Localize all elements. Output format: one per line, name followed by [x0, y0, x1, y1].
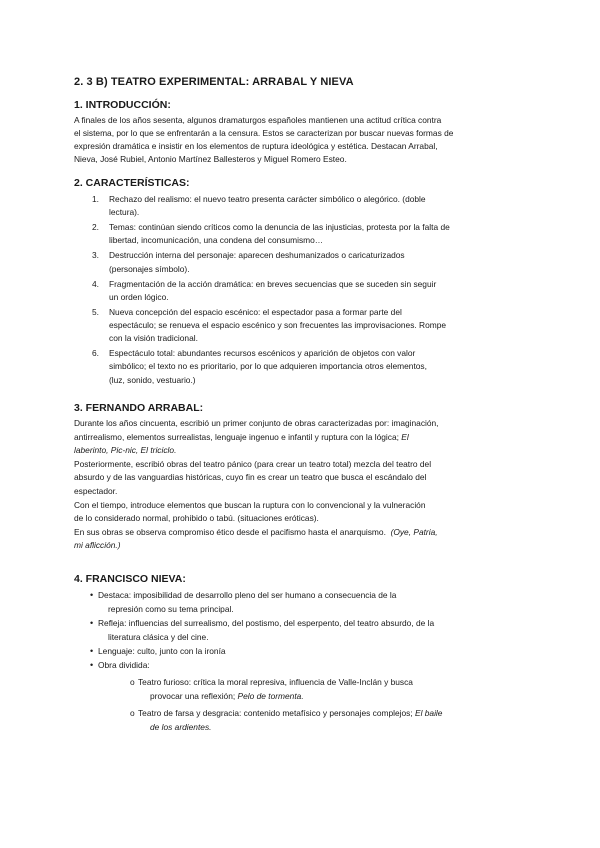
text-line: Durante los años cincuenta, escribió un primer conjunto de obras caracterizadas por: imaginación,	[74, 418, 439, 428]
list-item	[74, 658, 528, 734]
intro-paragraph	[74, 114, 524, 166]
list-item	[74, 616, 528, 644]
text-span: antirrealismo, elementos surrealistas, lenguaje ingenuo e infantil y ruptura con la lógica;	[74, 431, 399, 442]
list-number: 5.	[92, 306, 99, 317]
text-line: un orden lógico.	[109, 291, 169, 302]
bullet-icon: •	[90, 660, 94, 670]
text-line: A finales de los años sesenta, algunos dramaturgos españoles mantienen una actitud crítica contra	[74, 115, 442, 125]
text-line: (personajes símbolo).	[109, 263, 190, 274]
list-item	[74, 193, 530, 219]
text-line: Con el tiempo, introduce elementos que buscan la ruptura con lo convencional y la vulneración	[74, 499, 426, 510]
list-item	[74, 588, 528, 616]
list-number: 3.	[92, 250, 99, 261]
text-line: Destaca: imposibilidad de desarrollo pleno del ser humano a consecuencia de la	[98, 590, 397, 600]
arrabal-paragraphs	[74, 417, 524, 553]
text-line: libertad, incomunicación, una condena del consumismo…	[109, 235, 324, 246]
caracteristicas-list	[74, 193, 530, 389]
text-line: espectador.	[74, 485, 118, 496]
list-number: 1.	[92, 194, 99, 204]
list-item	[74, 306, 530, 346]
text-line	[74, 444, 524, 458]
nieva-list	[74, 588, 528, 734]
text-span: En sus obras se observa compromiso ético desde el pacifismo hasta el anarquismo.	[74, 526, 386, 537]
section-heading-introduccion: 1. INTRODUCCIÓN:	[74, 99, 171, 111]
list-item	[74, 221, 530, 247]
bullet-icon: •	[90, 646, 94, 656]
text-line: Rechazo del realismo: el nuevo teatro presenta carácter simbólico o alegórico. (doble	[109, 194, 426, 204]
text-line: de lo considerado normal, prohibido o tabú. (situaciones eróticas).	[74, 513, 319, 524]
work-title: mi aflicción.)	[74, 540, 121, 551]
text-line: espectáculo; se renueva el espacio escénico y son frecuentes las improvisaciones. Rompe	[109, 320, 447, 331]
text-line: Refleja: influencias del surrealismo, del postismo, del esperpento, del teatro absurdo, de la	[98, 618, 435, 628]
work-title: (Oye, Patria,	[390, 526, 438, 537]
text-line: Fragmentación de la acción dramática: en breves secuencias que se suceden sin seguir	[109, 278, 437, 289]
text-line	[138, 708, 442, 718]
text-line: Destrucción interna del personaje: aparecen deshumanizados o caricaturizados	[109, 250, 405, 261]
text-line	[74, 526, 524, 540]
text-line	[74, 539, 524, 553]
text-line: Posteriormente, escribió obras del teatro pánico (para crear un teatro total) mezcla del teatro del	[74, 458, 432, 469]
section-heading-caracteristicas: 2. CARACTERÍSTICAS:	[74, 177, 190, 189]
text-span: Teatro de farsa y desgracia: contenido metafísico y personajes complejos;	[138, 708, 413, 718]
work-title: Pelo de tormenta.	[237, 691, 304, 701]
text-line: (luz, sonido, vestuario.)	[109, 374, 196, 385]
text-line: lectura).	[109, 207, 140, 218]
bullet-icon: •	[90, 618, 94, 628]
work-titles: laberinto, Pic-nic, El triciclo.	[74, 445, 177, 456]
text-line: absurdo y de las vanguardias históricas, cuyo fin es crear un teatro que busca el escándalo del	[74, 472, 427, 483]
text-line: represión como su tema principal.	[108, 604, 234, 614]
sub-bullet-icon: o	[130, 677, 135, 687]
sublist-item	[74, 675, 528, 703]
text-line	[138, 689, 528, 703]
text-line: Teatro furioso: crítica la moral represiva, influencia de Valle-Inclán y busca	[138, 677, 413, 687]
work-title: de los ardientes.	[150, 722, 212, 732]
work-title: El	[401, 431, 409, 442]
text-line	[74, 431, 524, 445]
text-line: Temas: continúan siendo críticos como la denuncia de las injusticias, protesta por la falta de	[109, 222, 450, 233]
list-item	[74, 644, 528, 658]
page-title: 2. 3 B) TEATRO EXPERIMENTAL: ARRABAL Y NIEVA	[74, 76, 354, 88]
text-span: provocar una reflexión;	[150, 691, 236, 701]
text-line: con la visión tradicional.	[109, 333, 198, 344]
work-title: El baile	[414, 708, 443, 718]
list-item	[74, 249, 530, 275]
section-heading-arrabal: 3. FERNANDO ARRABAL:	[74, 402, 204, 414]
section-heading-nieva: 4. FRANCISCO NIEVA:	[74, 573, 186, 585]
text-line: el sistema, por lo que se enfrentarán a la censura. Estos se caracterizan por buscar nuevas formas de	[74, 128, 454, 138]
bullet-icon: •	[90, 590, 94, 600]
sublist-item	[74, 706, 528, 734]
list-item	[74, 278, 530, 304]
text-line: Nueva concepción del espacio escénico: el espectador pasa a formar parte del	[109, 306, 402, 317]
text-line	[138, 720, 528, 734]
sub-bullet-icon: o	[130, 708, 135, 718]
text-line: Nieva, José Rubiel, Antonio Martínez Ballesteros y Miguel Romero Esteo.	[74, 154, 347, 164]
text-line: Obra dividida:	[98, 660, 150, 670]
text-line: Lenguaje: culto, junto con la ironía	[98, 646, 226, 656]
list-number: 2.	[92, 222, 99, 233]
text-line: expresión dramática e insistir en los elementos de ruptura ideológica y estética. Destacan Arrabal,	[74, 141, 438, 151]
list-number: 6.	[92, 348, 99, 359]
obra-sublist	[74, 675, 528, 734]
list-number: 4.	[92, 278, 99, 289]
text-line: literatura clásica y del cine.	[108, 632, 209, 642]
text-line: Espectáculo total: abundantes recursos escénicos y aparición de objetos con valor	[109, 348, 416, 359]
text-line: simbólico; el texto no es prioritario, por lo que adquieren importancia otros elementos,	[109, 361, 427, 372]
list-item	[74, 347, 530, 387]
